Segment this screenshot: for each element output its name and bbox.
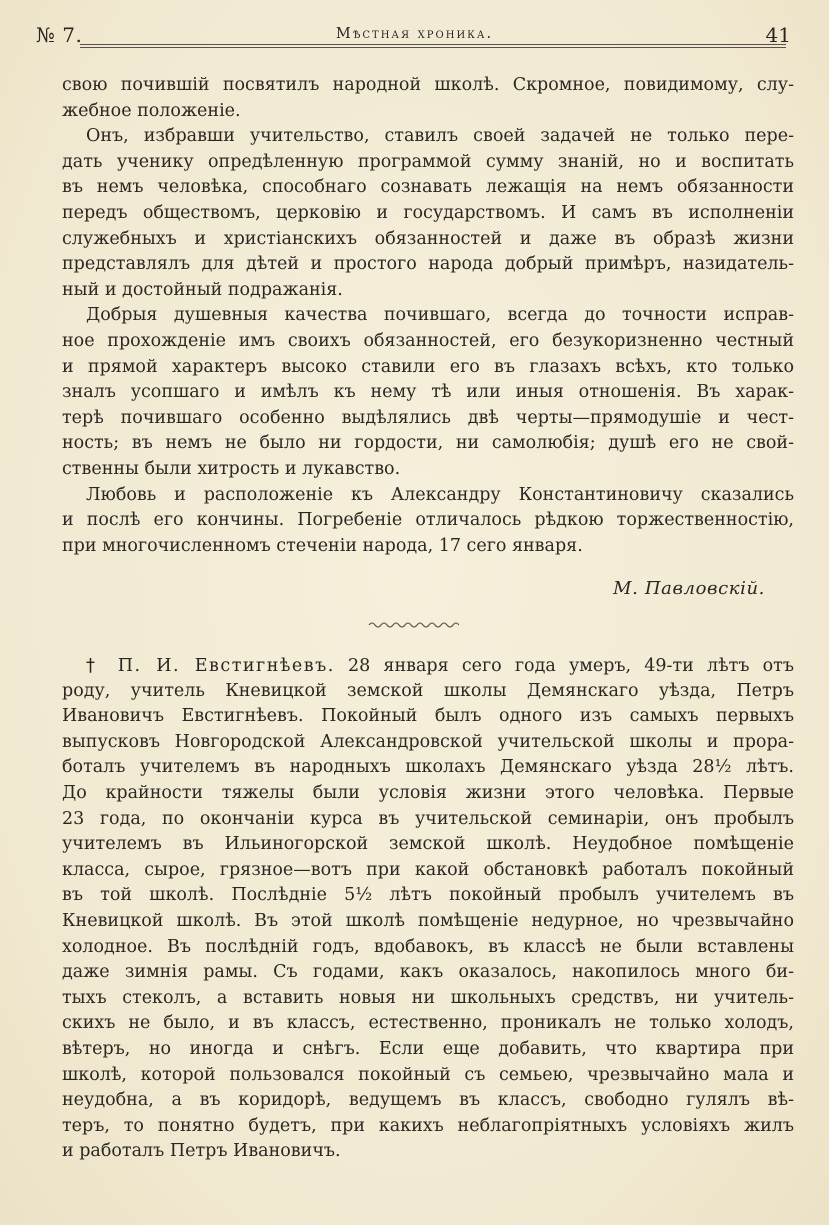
cross-icon: †	[86, 655, 103, 676]
text-line: зналъ усопшаго и имѣлъ къ нему тѣ или иныя отношенія. Въ харак-	[62, 382, 794, 403]
text-line: и послѣ его кончины. Погребеніе отличалось рѣдкою торжественностію,	[62, 510, 794, 531]
section-title: Мѣстная хроника.	[335, 26, 494, 42]
text-line: ное прохожденіе имъ своихъ обязанностей, его безукоризненно честный	[62, 330, 794, 351]
text-line: въ той школѣ. Послѣдніе 5½ лѣтъ покойный пробылъ учителемъ въ	[62, 885, 794, 906]
text-line: выпусковъ Новгородской Александровской учительской школы и прора-	[62, 731, 794, 752]
issue-number: № 7.	[36, 23, 83, 47]
text-line: тыхъ стеколъ, а вставить новыя ни школьныхъ средствъ, ни учитель-	[62, 987, 794, 1008]
text-line: служебныхъ и христіанскихъ обязанностей и даже въ образѣ жизни	[62, 228, 794, 249]
text-line: Ивановичъ Евстигнѣевъ. Покойный былъ одного изъ самыхъ первыхъ	[62, 706, 794, 727]
text-line: учителемъ въ Ильиногорской земской школѣ. Неудобное помѣщеніе	[62, 834, 794, 855]
text-line: До крайности тяжелы были условія жизни этого человѣка. Первые	[62, 782, 794, 803]
text-line: представлялъ для дѣтей и простого народа добрый примѣръ, назидатель-	[62, 254, 794, 275]
text-line: боталъ учителемъ въ народныхъ школахъ Демянскаго уѣзда 28½ лѣтъ.	[62, 757, 794, 778]
text-line: и прямой характеръ высоко ставили его въ глазахъ всѣхъ, кто только	[62, 356, 794, 377]
text-line: при многочисленномъ стеченіи народа, 17 сего января.	[62, 535, 583, 556]
text-line: ность; въ немъ не было ни гордости, ни самолюбія; душѣ его не свой-	[62, 433, 794, 454]
text-line: жебное положеніе.	[62, 100, 241, 121]
text-line: 28 января сего года умеръ, 49-ти лѣтъ отъ	[348, 656, 794, 676]
header-rule	[80, 44, 786, 45]
text-line: свою почившій посвятилъ народной школѣ. Скромное, повидимому, слу-	[62, 75, 794, 95]
text-line: вѣтеръ, но иногда и снѣгъ. Если еще добавить, что квартира при	[62, 1038, 794, 1059]
text-line: скихъ не было, и въ классъ, естественно, проникалъ не только холодъ,	[62, 1013, 794, 1034]
text-line: дать ученику опредѣленную программой сумму знаній, но и воспитать	[62, 151, 794, 172]
text-line: и работалъ Петръ Ивановичъ.	[62, 1141, 341, 1162]
text-line: ственны были хитрость и лукавство.	[62, 458, 401, 479]
text-line: неудобна, а въ коридорѣ, ведущемъ въ классъ, свободно гулялъ вѣ-	[62, 1090, 794, 1111]
text-line: теръ, то понятно будетъ, при какихъ неблагопріятныхъ условіяхъ жилъ	[62, 1115, 794, 1136]
obituary-text-2	[62, 653, 794, 1165]
obituary-text-1	[62, 73, 794, 559]
running-header	[36, 20, 793, 52]
section-divider	[367, 617, 459, 631]
author-signature: М. Павловскій.	[613, 578, 765, 599]
text-line: ный и достойный подражанія.	[62, 279, 343, 300]
page-number: 41	[765, 23, 791, 47]
text-line: Онъ, избравши учительство, ставилъ своей задачей не только пере-	[86, 126, 794, 147]
header-rule	[80, 47, 786, 48]
text-line: даже зимнія рамы. Съ годами, какъ оказалось, накопилось много би-	[62, 962, 794, 983]
text-line: передъ обществомъ, церковію и государствомъ. И самъ въ исполненіи	[62, 202, 794, 223]
text-line: 23 года, по окончаніи курса въ учительской семинаріи, онъ пробылъ	[62, 808, 794, 829]
text-line: терѣ почившаго особенно выдѣлялись двѣ черты—прямодушіе и чест-	[62, 407, 794, 428]
text-line: класса, сырое, грязное—вотъ при какой обстановкѣ работалъ покойный	[62, 859, 794, 880]
heading-line	[62, 653, 794, 679]
text-line: школѣ, которой пользовался покойный съ семьею, чрезвычайно мала и	[62, 1064, 794, 1085]
text-line: Любовь и расположеніе къ Александру Константиновичу сказались	[86, 484, 794, 505]
text-line: Добрыя душевныя качества почившаго, всегда до точности исправ-	[86, 305, 794, 326]
text-line: Кневицкой школѣ. Въ этой школѣ помѣщеніе недурное, но чрезвычайно	[62, 910, 794, 931]
text-line: роду, учитель Кневицкой земской школы Демянскаго уѣзда, Петръ	[62, 680, 794, 701]
text-line: холодное. Въ послѣдній годъ, вдобавокъ, въ классѣ не были вставлены	[62, 936, 794, 957]
text-line: въ немъ человѣка, способнаго сознавать лежащія на немъ обязанности	[62, 177, 794, 198]
obituary-heading: П. И. Евстигнѣевъ.	[117, 656, 335, 676]
